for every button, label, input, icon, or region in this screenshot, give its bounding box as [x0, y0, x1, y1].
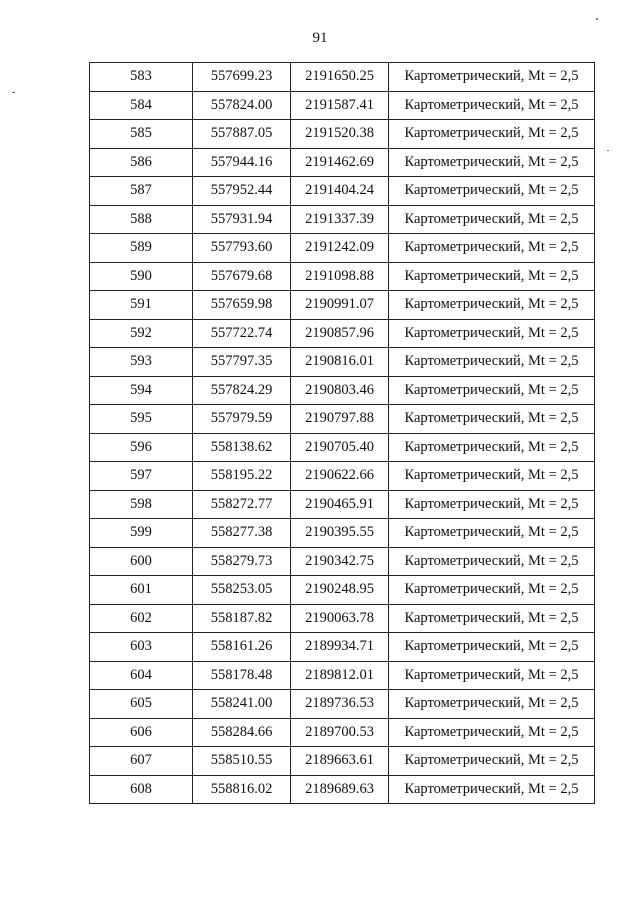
y-coordinate-cell: 2190063.78: [291, 604, 389, 633]
point-number-cell: 596: [90, 433, 193, 462]
point-number-cell: 604: [90, 661, 193, 690]
x-coordinate-cell: 557824.29: [193, 376, 291, 405]
table-row: [90, 690, 595, 719]
y-coordinate-cell: 2189700.53: [291, 718, 389, 747]
method-cell: Картометрический, Mt = 2,5: [389, 604, 595, 633]
y-coordinate-cell: 2189689.63: [291, 775, 389, 804]
y-coordinate-cell: 2191404.24: [291, 177, 389, 206]
point-number-cell: 603: [90, 633, 193, 662]
table-row: [90, 775, 595, 804]
y-coordinate-cell: 2191462.69: [291, 148, 389, 177]
y-coordinate-cell: 2191520.38: [291, 120, 389, 149]
point-number-cell: 595: [90, 405, 193, 434]
point-number-cell: 586: [90, 148, 193, 177]
table-row: [90, 633, 595, 662]
scan-speck: [596, 18, 598, 20]
y-coordinate-cell: 2189934.71: [291, 633, 389, 662]
table-row: [90, 348, 595, 377]
method-cell: Картометрический, Mt = 2,5: [389, 519, 595, 548]
method-cell: Картометрический, Mt = 2,5: [389, 120, 595, 149]
point-number-cell: 589: [90, 234, 193, 263]
y-coordinate-cell: 2189812.01: [291, 661, 389, 690]
point-number-cell: 590: [90, 262, 193, 291]
coordinates-table-body: [90, 63, 595, 804]
table-row: [90, 376, 595, 405]
y-coordinate-cell: 2190342.75: [291, 547, 389, 576]
x-coordinate-cell: 557931.94: [193, 205, 291, 234]
method-cell: Картометрический, Mt = 2,5: [389, 633, 595, 662]
y-coordinate-cell: 2191337.39: [291, 205, 389, 234]
method-cell: Картометрический, Mt = 2,5: [389, 234, 595, 263]
y-coordinate-cell: 2190857.96: [291, 319, 389, 348]
point-number-cell: 597: [90, 462, 193, 491]
x-coordinate-cell: 558195.22: [193, 462, 291, 491]
table-row: [90, 63, 595, 92]
method-cell: Картометрический, Mt = 2,5: [389, 433, 595, 462]
page-number: 91: [312, 30, 328, 46]
point-number-cell: 588: [90, 205, 193, 234]
table-row: [90, 490, 595, 519]
method-cell: Картометрический, Mt = 2,5: [389, 91, 595, 120]
x-coordinate-cell: 558253.05: [193, 576, 291, 605]
point-number-cell: 606: [90, 718, 193, 747]
x-coordinate-cell: 557797.35: [193, 348, 291, 377]
table-row: [90, 291, 595, 320]
x-coordinate-cell: 557952.44: [193, 177, 291, 206]
point-number-cell: 587: [90, 177, 193, 206]
y-coordinate-cell: 2191587.41: [291, 91, 389, 120]
method-cell: Картометрический, Mt = 2,5: [389, 775, 595, 804]
method-cell: Картометрический, Mt = 2,5: [389, 547, 595, 576]
x-coordinate-cell: 558138.62: [193, 433, 291, 462]
y-coordinate-cell: 2190705.40: [291, 433, 389, 462]
method-cell: Картометрический, Mt = 2,5: [389, 348, 595, 377]
x-coordinate-cell: 557793.60: [193, 234, 291, 263]
method-cell: Картометрический, Mt = 2,5: [389, 319, 595, 348]
point-number-cell: 607: [90, 747, 193, 776]
table-row: [90, 205, 595, 234]
point-number-cell: 593: [90, 348, 193, 377]
x-coordinate-cell: 558510.55: [193, 747, 291, 776]
point-number-cell: 600: [90, 547, 193, 576]
method-cell: Картометрический, Mt = 2,5: [389, 690, 595, 719]
x-coordinate-cell: 558187.82: [193, 604, 291, 633]
method-cell: Картометрический, Mt = 2,5: [389, 205, 595, 234]
method-cell: Картометрический, Mt = 2,5: [389, 148, 595, 177]
table-row: [90, 576, 595, 605]
y-coordinate-cell: 2191098.88: [291, 262, 389, 291]
y-coordinate-cell: 2189736.53: [291, 690, 389, 719]
table-row: [90, 148, 595, 177]
scan-speck: [607, 150, 609, 151]
y-coordinate-cell: 2190248.95: [291, 576, 389, 605]
point-number-cell: 598: [90, 490, 193, 519]
table-row: [90, 91, 595, 120]
point-number-cell: 594: [90, 376, 193, 405]
y-coordinate-cell: 2191650.25: [291, 63, 389, 92]
point-number-cell: 592: [90, 319, 193, 348]
x-coordinate-cell: 557887.05: [193, 120, 291, 149]
y-coordinate-cell: 2190622.66: [291, 462, 389, 491]
method-cell: Картометрический, Mt = 2,5: [389, 291, 595, 320]
x-coordinate-cell: 557944.16: [193, 148, 291, 177]
table-row: [90, 547, 595, 576]
x-coordinate-cell: 558277.38: [193, 519, 291, 548]
table-row: [90, 433, 595, 462]
x-coordinate-cell: 558279.73: [193, 547, 291, 576]
method-cell: Картометрический, Mt = 2,5: [389, 376, 595, 405]
method-cell: Картометрический, Mt = 2,5: [389, 63, 595, 92]
scan-speck: [12, 92, 15, 93]
y-coordinate-cell: 2190395.55: [291, 519, 389, 548]
y-coordinate-cell: 2189663.61: [291, 747, 389, 776]
coordinates-table: [89, 62, 595, 804]
table-row: [90, 120, 595, 149]
y-coordinate-cell: 2190797.88: [291, 405, 389, 434]
point-number-cell: 605: [90, 690, 193, 719]
point-number-cell: 608: [90, 775, 193, 804]
x-coordinate-cell: 558161.26: [193, 633, 291, 662]
method-cell: Картометрический, Mt = 2,5: [389, 576, 595, 605]
x-coordinate-cell: 557824.00: [193, 91, 291, 120]
method-cell: Картометрический, Mt = 2,5: [389, 490, 595, 519]
x-coordinate-cell: 558272.77: [193, 490, 291, 519]
y-coordinate-cell: 2191242.09: [291, 234, 389, 263]
x-coordinate-cell: 558178.48: [193, 661, 291, 690]
y-coordinate-cell: 2190803.46: [291, 376, 389, 405]
table-row: [90, 519, 595, 548]
x-coordinate-cell: 557679.68: [193, 262, 291, 291]
y-coordinate-cell: 2190816.01: [291, 348, 389, 377]
table-row: [90, 262, 595, 291]
method-cell: Картометрический, Mt = 2,5: [389, 661, 595, 690]
x-coordinate-cell: 557699.23: [193, 63, 291, 92]
method-cell: Картометрический, Mt = 2,5: [389, 177, 595, 206]
x-coordinate-cell: 557979.59: [193, 405, 291, 434]
point-number-cell: 602: [90, 604, 193, 633]
method-cell: Картометрический, Mt = 2,5: [389, 718, 595, 747]
x-coordinate-cell: 557659.98: [193, 291, 291, 320]
x-coordinate-cell: 557722.74: [193, 319, 291, 348]
table-row: [90, 718, 595, 747]
table-row: [90, 405, 595, 434]
x-coordinate-cell: 558816.02: [193, 775, 291, 804]
table-row: [90, 661, 595, 690]
method-cell: Картометрический, Mt = 2,5: [389, 405, 595, 434]
point-number-cell: 599: [90, 519, 193, 548]
table-row: [90, 319, 595, 348]
point-number-cell: 583: [90, 63, 193, 92]
point-number-cell: 584: [90, 91, 193, 120]
y-coordinate-cell: 2190465.91: [291, 490, 389, 519]
x-coordinate-cell: 558284.66: [193, 718, 291, 747]
method-cell: Картометрический, Mt = 2,5: [389, 747, 595, 776]
point-number-cell: 591: [90, 291, 193, 320]
point-number-cell: 585: [90, 120, 193, 149]
method-cell: Картометрический, Mt = 2,5: [389, 262, 595, 291]
table-row: [90, 747, 595, 776]
table-row: [90, 234, 595, 263]
x-coordinate-cell: 558241.00: [193, 690, 291, 719]
table-row: [90, 462, 595, 491]
method-cell: Картометрический, Mt = 2,5: [389, 462, 595, 491]
table-row: [90, 177, 595, 206]
point-number-cell: 601: [90, 576, 193, 605]
y-coordinate-cell: 2190991.07: [291, 291, 389, 320]
table-row: [90, 604, 595, 633]
